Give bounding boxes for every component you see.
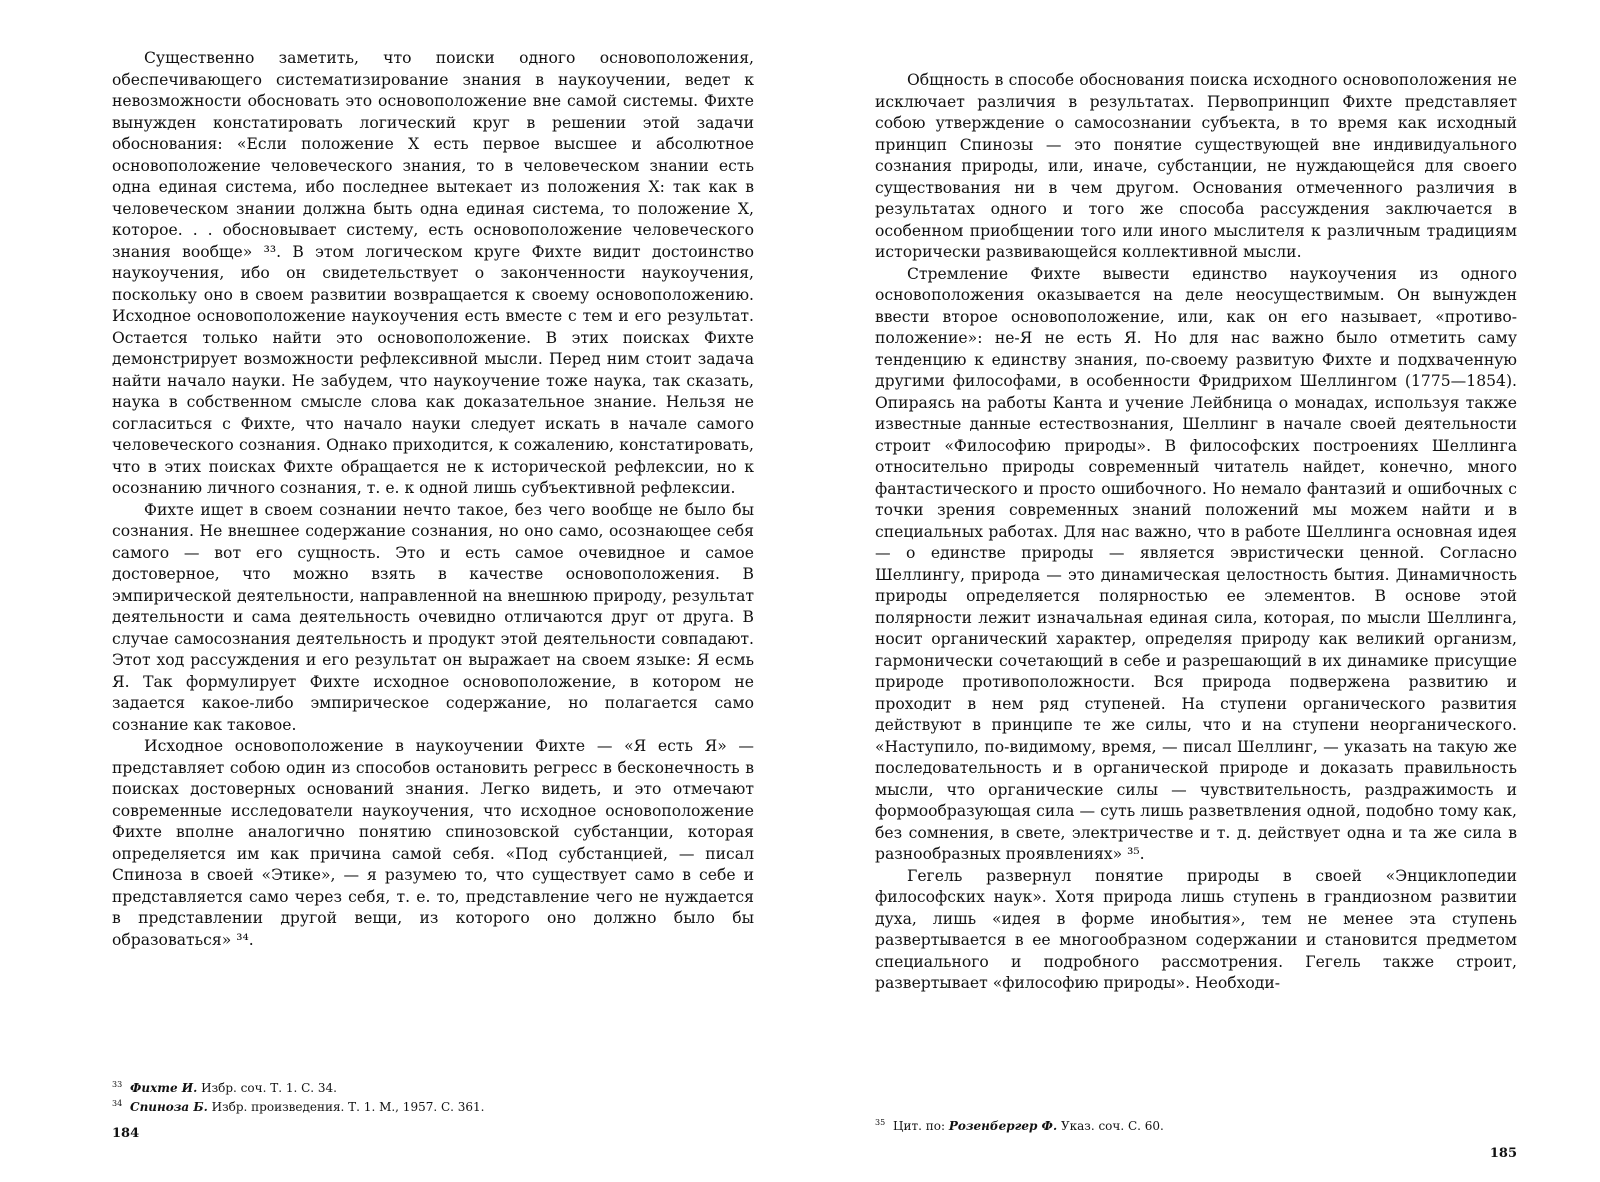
footnote-author: Спиноза Б. [130,1100,208,1114]
footnote-text: Избр. соч. Т. 1. С. 34. [201,1081,337,1095]
left-page-body [112,48,754,951]
left-footnotes [112,1077,754,1115]
paragraph: Общность в способе обоснования поиска исходного основоположения не исключает различия в результатах. Первопринцип Фихте представляет собою утверждение о самосознании субъекта, в то время как исходный принцип Спинозы — это понятие существующей вне индивидуального сознания природы, или, иначе, субстанции, не нуждающейся для своего существования ни в чем другом. Основания отмеченного различия в результатах одного и того же способа рассуждения заключается в особенном приобщении того или иного мыслителя к различным традициям исторически развивающейся коллективной мысли. [875,71,1517,261]
paragraph: Фихте ищет в своем сознании нечто такое, без чего вообще не было бы сознания. Не внешнее содержание сознания, но оно само, осознающее себя самого — вот его сущность. Это и есть самое очевидное и самое достоверное, что можно взять в качестве основоположения. В эмпирической деятельности, направленной на внешнюю природу, результат деятельности и сама деятельность очевидно отличаются друг от друга. В случае самосознания деятельность и продукт этой деятельности совпадают. Этот ход рассуждения и его результат он выражает на своем языке: Я есмь Я. Так формулирует Фихте исходное основоположение, в котором не задается какое-либо эмпирическое содержание, но полагается само сознание как таковое. [112,500,754,734]
footnote-text: Указ. соч. С. 60. [1060,1119,1164,1133]
paragraph: Стремление Фихте вывести единство наукоучения из одного основоположения оказывается на деле неосуществимым. Он вынужден ввести второе основоположение, или, как он его называет, «противо-положение»: не-Я не есть Я. Но для нас важно было отметить саму тенденцию к единству знания, по-своему развитую Фихте и подхваченную другими философами, в особенности Фридрихом Шеллингом (1775—1854). Опираясь на работы Канта и учение Лейбница о монадах, используя также известные данные естествознания, Шеллинг в начале своей деятельности строит «Философию природы». В философских построениях Шеллинга относительно природы современный читатель найдет, конечно, много фантастического и просто ошибочного. Но немало фантазий и ошибочных с точки зрения современных знаний положений мы можем найти и в специальных работах. Для нас важно, что в работе Шеллинга основная идея — о единстве природы — является эвристически ценной. Согласно Шеллингу, природа — это динамическая целостность бытия. Динамичность природы определяется полярностью ее элементов. В основе этой полярности лежит изначальная единая сила, которая, по мысли Шеллинга, носит органический характер, определяя природу как великий организм, гармонически сочетающий в себе и разрешающий в их динамике присущие природе противоположности. Вся природа подвержена развитию и проходит в нем ряд ступеней. На ступени органического развития действуют в принципе те же силы, что и на ступени неорганического. «Наступило, по-видимому, время, — писал Шеллинг, — указать на такую же последовательность и в органической природе и доказать правильность мысли, что органические силы — чувствительность, раздражимость и формообразующая сила — суть лишь разветвления одной, подобно тому как, без сомнения, в свете, электричестве и т. д. действует одна и та же сила в разнообразных проявлениях» ³⁵. [875,264,1517,863]
footnote-number: 33 [112,1080,123,1089]
footnote-author: Розенбергер Ф. [948,1119,1058,1133]
paragraph: Исходное основоположение в наукоучении Фихте — «Я есть Я» — представляет собою один из способов остановить регресс в бесконечность в поисках достоверных оснований знания. Легко видеть, и это отмечают современные исследователи наукоучения, что исходное основоположение Фихте вполне аналогично понятию спинозовской субстанции, которая определяется им как причина самой себя. «Под субстанцией, — писал Спиноза в своей «Этике», — я разумею то, что существует само в себе и представляется само через себя, т. е. то, представление чего не нуждается в представлении другой вещи, из которого оно должно было бы образоваться» ³⁴. [112,737,754,949]
page-number: 184 [112,1126,140,1141]
footnote [112,1096,754,1115]
footnote-number: 35 [875,1118,886,1127]
right-page-body [875,70,1517,995]
page-number: 185 [1489,1146,1517,1161]
paragraph: Гегель развернул понятие природы в своей «Энциклопедии философских наук». Хотя природа лишь ступень в грандиозном развитии духа, лишь «идея в форме инобытия», тем не менее эта ступень развертывается в ее многообразном содержании и становится предметом специального и подробного рассмотрения. Гегель также строит, развертывает «философию природы». Необходи- [875,866,1517,992]
right-footnotes [875,1115,1517,1134]
footnote-prefix: Цит. по: [893,1119,946,1133]
footnote [875,1115,1517,1134]
footnote-text: Избр. произведения. Т. 1. М., 1957. С. 361. [211,1100,485,1114]
footnote-author: Фихте И. [130,1081,198,1095]
paragraph: Существенно заметить, что поиски одного основоположения, обеспечивающего систематизирование знания в наукоучении, ведет к невозможности обосновать это основоположение вне самой системы. Фихте вынужден констатировать логический круг в решении этой задачи обоснования: «Если положение X есть первое высшее и абсолютное основоположение человеческого знания, то в человеческом знании есть одна единая система, ибо последнее вытекает из положения X: так как в человеческом знании должна быть одна единая система, то положение X, которое. . . обосновывает систему, есть основоположение человеческого знания вообще» ³³. В этом логическом круге Фихте видит достоинство наукоучения, ибо он свидетельствует о законченности наукоучения, поскольку оно в своем развитии возвращается к своему основоположению. Исходное основоположение наукоучения есть вместе с тем и его результат. Остается только найти это основоположение. В этих поисках Фихте демонстрирует возможности рефлексивной мысли. Перед ним стоит задача найти начало науки. Не забудем, что наукоучение тоже наука, так сказать, наука в собственном смысле слова как доказательное знание. Нельзя не согласиться с Фихте, что начало науки следует искать в начале самого человеческого сознания. Однако приходится, к сожалению, констатировать, что в этих поисках Фихте обращается не к исторической рефлексии, но к осознанию личного сознания, т. е. к одной лишь субъективной рефлексии. [112,49,754,497]
footnote-number: 34 [112,1099,123,1108]
footnote [112,1077,754,1096]
